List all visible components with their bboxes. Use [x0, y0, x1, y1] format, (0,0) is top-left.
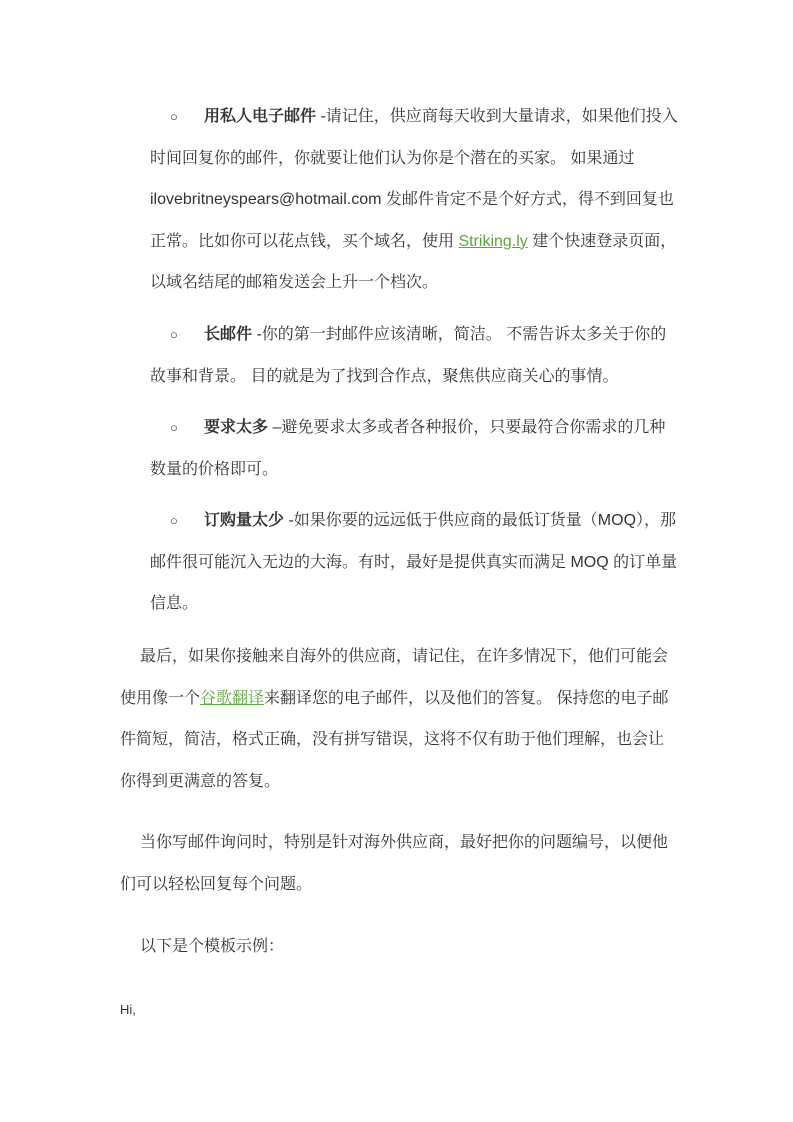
list-item: [150, 96, 680, 304]
item-lead: 长邮件: [204, 326, 253, 343]
para-text-after: 来翻译您的电子邮件，以及他们的答复。 保持您的电子邮件简短，简洁，格式正确，没有拼写错误，这将不仅有助于他们理解，也会让你得到更满意的答复。: [120, 689, 669, 790]
item-lead: 用私人电子邮件: [204, 108, 317, 125]
google-translate-link[interactable]: 谷歌翻译: [200, 689, 265, 707]
list-item: [150, 314, 680, 397]
item-text-after: 建个快速登录页面，以域名结尾的邮箱发送会上升一个档次。: [150, 232, 677, 291]
paragraph-translation: [120, 636, 676, 802]
paragraph-template-intro: 以下是个模板示例：: [140, 938, 285, 955]
item-lead: 要求太多: [204, 419, 269, 436]
greeting: Hi,: [120, 1002, 136, 1017]
item-lead: 订购量太少: [204, 512, 285, 529]
paragraph-numbering: 当你写邮件询问时，特别是针对海外供应商，最好把你的问题编号，以便他们可以轻松回复每个问题。: [120, 834, 669, 893]
item-text: -请记住，供应商每天收到大量请求，如果他们投入时间回复你的邮件，你就要让他们认为你是个潜在的买家。 如果通过 ilovebritneyspears@hotmail.com 发邮件肯定不是个好方式，得不到回复也正常。比如你可以花点钱，买个域名，使用: [150, 108, 678, 250]
item-text: -你的第一封邮件应该清晰，简洁。 不需告诉太多关于你的故事和背景。 目的就是为了找到合作点，聚焦供应商关心的事情。: [150, 326, 667, 385]
para-text: 最后，如果你接触来自海外的供应商，请记住，在许多情况下，他们可能会使用像一个: [120, 648, 669, 707]
list-item: [150, 500, 680, 625]
bullet-marker: ○: [170, 109, 178, 124]
item-text: -如果你要的远远低于供应商的最低订货量（MOQ），那邮件很可能沉入无边的大海。有时，最好是提供真实而满足 MOQ 的订单量信息。: [150, 512, 678, 612]
list-item: [150, 407, 680, 490]
item-text: –避免要求太多或者各种报价，只要最符合你需求的几种数量的价格即可。: [150, 419, 666, 478]
bullet-marker: ○: [170, 513, 178, 528]
striking-link[interactable]: Striking.ly: [458, 232, 528, 250]
bullet-marker: ○: [170, 420, 178, 435]
bullet-marker: ○: [170, 327, 178, 342]
